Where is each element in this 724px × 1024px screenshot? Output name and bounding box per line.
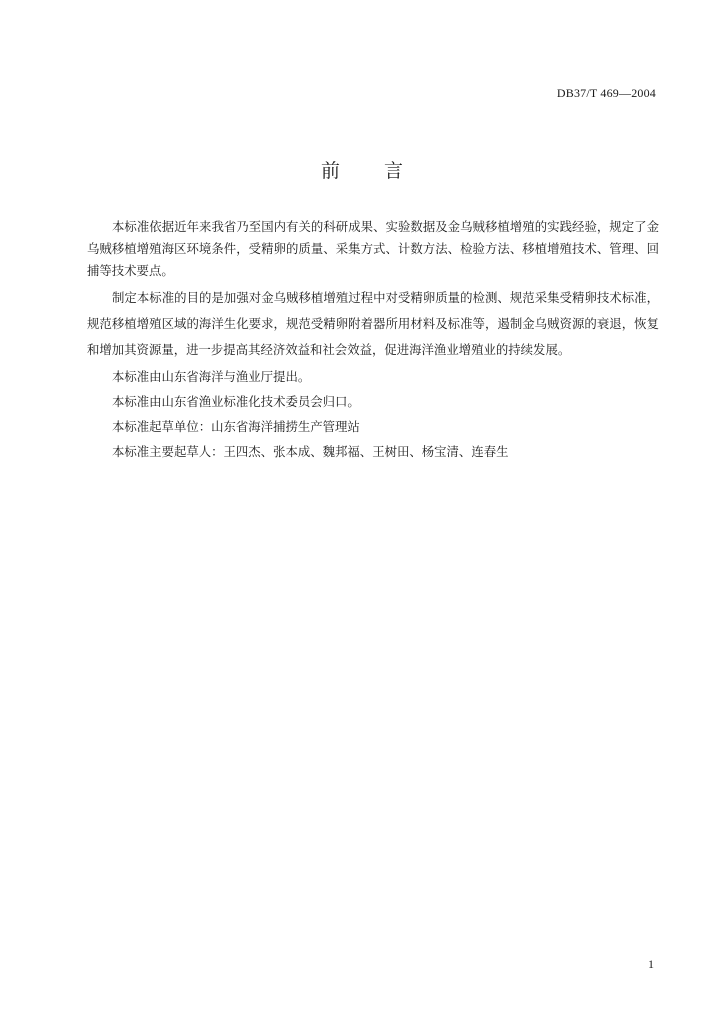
foreword-paragraph-1: 本标准依据近年来我省乃至国内有关的科研成果、实验数据及金乌贼移植增殖的实践经验，规定了金乌贼移植增殖海区环境条件，受精卵的质量、采集方式、计数方法、检验方法、移植增殖技术、管理、回捕等技术要点。 xyxy=(87,219,659,278)
drafting-unit: 本标准起草单位：山东省海洋捕捞生产管理站 xyxy=(112,419,360,434)
main-drafters: 本标准主要起草人：王四杰、张本成、魏邦福、王树田、杨宝清、连春生 xyxy=(112,444,509,459)
centralized-committee-statement: 本标准由山东省渔业标准化技术委员会归口。 xyxy=(112,394,360,409)
foreword-body xyxy=(87,216,659,466)
proposer-statement: 本标准由山东省海洋与渔业厅提出。 xyxy=(112,369,311,384)
page-title: 前言 xyxy=(320,160,447,182)
standard-number: DB37/T 469—2004 xyxy=(556,86,656,100)
foreword-paragraph-2: 制定本标准的目的是加强对金乌贼移植增殖过程中对受精卵质量的检测、规范采集受精卵技术标准，规范移植增殖区域的海洋生化要求，规范受精卵附着器所用材料及标准等，遏制金乌贼资源的衰退，恢复和增加其资源量，进一步提高其经济效益和社会效益，促进海洋渔业增殖业的持续发展。 xyxy=(87,290,659,357)
page-number: 1 xyxy=(648,957,654,971)
